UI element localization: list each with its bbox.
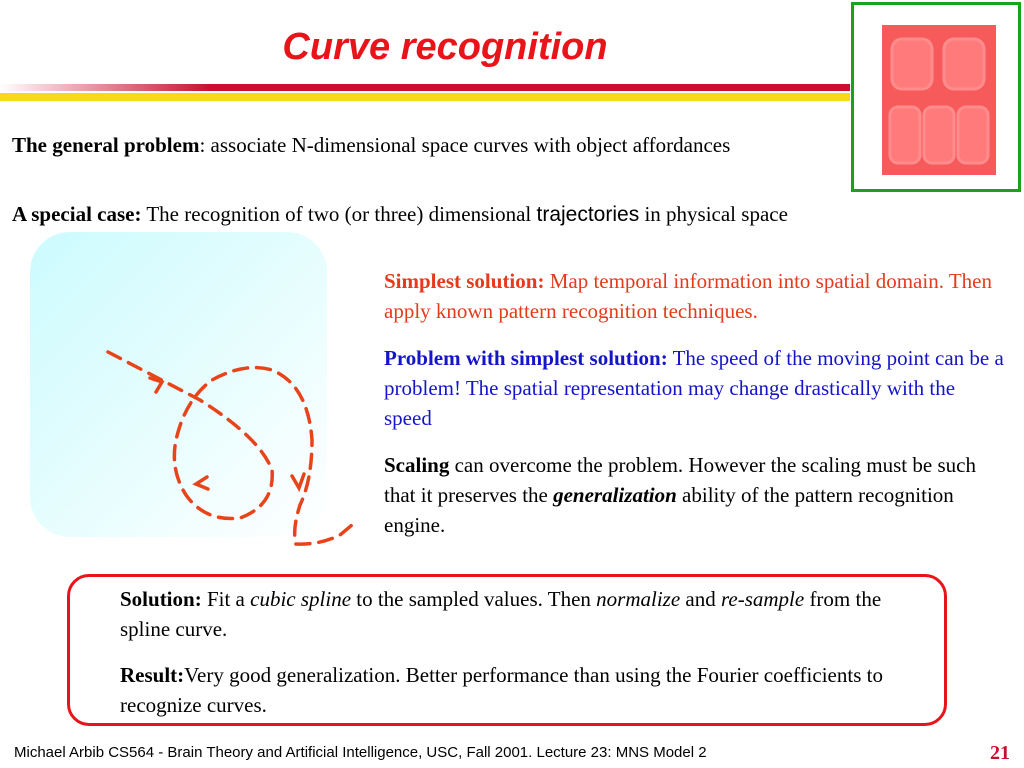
normalize-term: normalize bbox=[596, 587, 681, 611]
scaling-text: can overcome the problem. However the scaling must be such that it preserves the bbox=[384, 453, 976, 507]
scaling-text-end: ability of the pattern recognition engine. bbox=[384, 483, 954, 537]
problem-label: Problem with simplest solution: bbox=[384, 346, 668, 370]
special-case-text: The recognition of two (or three) dimensional bbox=[141, 202, 537, 226]
solution-text-2: to the sampled values. Then bbox=[351, 587, 597, 611]
special-case-label: A special case: bbox=[12, 202, 142, 226]
scaling-paragraph bbox=[384, 450, 1004, 540]
special-case-text-end: in physical space bbox=[639, 202, 788, 226]
trajectories-word: trajectories bbox=[536, 203, 640, 226]
resample-term: re-sample bbox=[720, 587, 805, 611]
simplest-label: Simplest solution: bbox=[384, 269, 545, 293]
solution-paragraph bbox=[120, 584, 920, 644]
solution-label: Solution: bbox=[120, 587, 202, 611]
general-problem-label: The general problem bbox=[12, 133, 200, 157]
problem-with-simplest bbox=[384, 343, 1004, 433]
page-number: 21 bbox=[990, 742, 1010, 764]
slide-title: Curve recognition bbox=[282, 26, 608, 68]
simplest-solution bbox=[384, 266, 1004, 326]
solution-text-1: Fit a bbox=[201, 587, 251, 611]
footer-credit: Michael Arbib CS564 - Brain Theory and Artificial Intelligence, USC, Fall 2001. Lecture 23: MNS Model 2 bbox=[14, 744, 707, 761]
simplest-text: Map temporal information into spatial domain. Then apply known pattern recognition techniques. bbox=[384, 269, 992, 323]
solution-text-3: and bbox=[680, 587, 721, 611]
cubic-spline-term: cubic spline bbox=[250, 587, 352, 611]
result-text: Very good generalization. Better performance than using the Fourier coefficients to recognize curves. bbox=[120, 663, 883, 717]
generalization-word: generalization bbox=[553, 483, 677, 507]
result-paragraph bbox=[120, 660, 920, 720]
general-problem-text: : associate N-dimensional space curves with object affordances bbox=[199, 133, 731, 157]
solution-text-4: from the spline curve. bbox=[120, 587, 882, 641]
problem-text: The speed of the moving point can be a problem! The spatial representation may change drastically with the speed bbox=[384, 346, 1004, 430]
scaling-label: Scaling bbox=[384, 453, 450, 477]
result-label: Result: bbox=[120, 663, 185, 687]
